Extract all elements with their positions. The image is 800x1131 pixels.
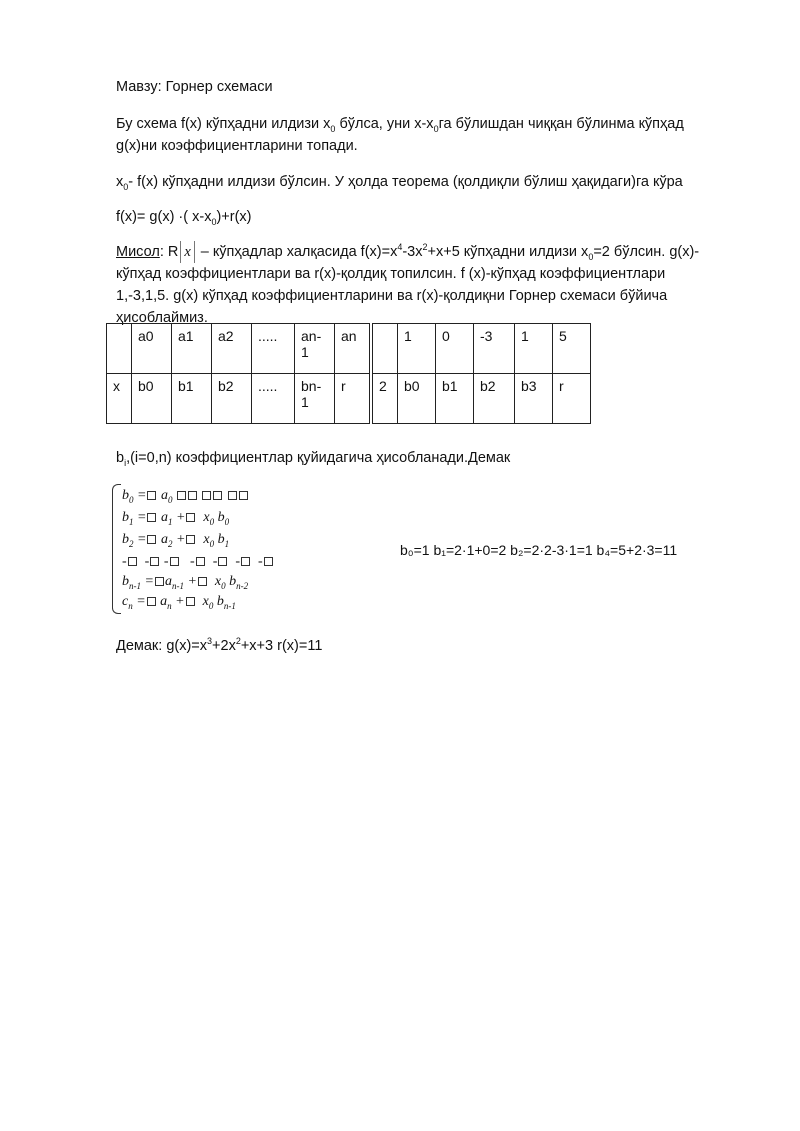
paragraph-definition: Бу схема f(x) кўпҳадни илдизи $x_0$ бўлса, уни $x-x_0га$ бўлишдан чиққан бўлинма кўпҳад g(x)ни коэффициентларини топади.: [116, 116, 684, 154]
example-table-result-row: [373, 374, 591, 424]
table-cell: b0: [132, 374, 172, 424]
table-cell: 0: [436, 324, 474, 374]
general-table-result-row: [107, 374, 370, 424]
table-cell: b1: [172, 374, 212, 424]
table-cell: b2: [212, 374, 252, 424]
table-cell: -3: [474, 324, 515, 374]
table-cell: 5: [553, 324, 591, 374]
table-cell: an: [335, 324, 370, 374]
table-cell: .....: [252, 324, 295, 374]
table-cell: [373, 324, 398, 374]
table-cell: 1: [515, 324, 553, 374]
document-title: Мавзу: Горнер схемаси: [116, 79, 273, 95]
paragraph-theorem: $x_0-$ f(x) кўпҳадни илдизи бўлсин. У ҳолда теорема (қолдиқли бўлиш ҳақидаги)га кўра: [116, 174, 683, 192]
table-cell: b0: [398, 374, 436, 424]
horner-example-table: [372, 323, 591, 424]
general-table-coefficient-row: [107, 324, 370, 374]
table-cell: 1: [398, 324, 436, 374]
table-cell: x: [107, 374, 132, 424]
table-cell: b3: [515, 374, 553, 424]
system-row: $c_n = a_n + x_0$ $b_{n-1}$: [122, 594, 236, 611]
system-row: $b_1 = a_1 + x_0$ $b_0$: [122, 510, 230, 527]
example-label: Мисол: [116, 244, 160, 260]
division-formula: f(x)= g(x) ·( $x-x_0)+r(x)$: [116, 209, 252, 227]
table-cell: r: [335, 374, 370, 424]
recurrence-system: [112, 484, 282, 614]
example-table-coefficient-row: [373, 324, 591, 374]
result-line: Демак: $g(x)=x^3+2x^2+x+3$ r(x)=11: [116, 636, 323, 654]
table-cell: an-1: [295, 324, 335, 374]
system-brace: [112, 484, 121, 614]
computed-coefficients: b₀=1 b₁=2·1+0=2 b₂=2·2-3·1=1 b₄=5+2·3=11: [400, 542, 678, 558]
horner-general-table: [106, 323, 370, 424]
coefficients-text: $b_i,(i=0,n)$ коэффициентлар қуйидагича ҳисобланади.Демак: [116, 450, 511, 468]
example-paragraph: Мисол: R x – кўпҳадлар халқасида $f(x)=x^4-3x^2+x+5$ кўпҳадни илдизи $x_0=2$ бўлсин. g(x)-кўпҳад коэффициентлари ва r(x)-қолдиқ топилсин. f (x)-кўпҳад коэффициентлари 1,-3,1,5. g(x) кўпҳад коэффициентларини ва r(x)-қолдиқни Горнер схемаси бўйича ҳисоблаймиз.: [116, 242, 700, 326]
system-row: $b_{n-1} = a_{n-1} + x_0$ $b_{n-2}$: [122, 574, 249, 591]
table-cell: bn-1: [295, 374, 335, 424]
table-cell: .....: [252, 374, 295, 424]
table-cell: b1: [436, 374, 474, 424]
system-ellipsis-row: - - - - - - -: [122, 554, 274, 572]
system-row: $b_0 = a_0$: [122, 488, 249, 506]
table-cell: r: [553, 374, 591, 424]
polynomial-ring-variable: x: [180, 241, 194, 263]
table-cell: b2: [474, 374, 515, 424]
table-cell: a2: [212, 324, 252, 374]
table-cell: [107, 324, 132, 374]
system-row: $b_2 = a_2 + x_0$ $b_1$: [122, 532, 230, 549]
table-cell: a1: [172, 324, 212, 374]
table-cell: 2: [373, 374, 398, 424]
table-cell: a0: [132, 324, 172, 374]
